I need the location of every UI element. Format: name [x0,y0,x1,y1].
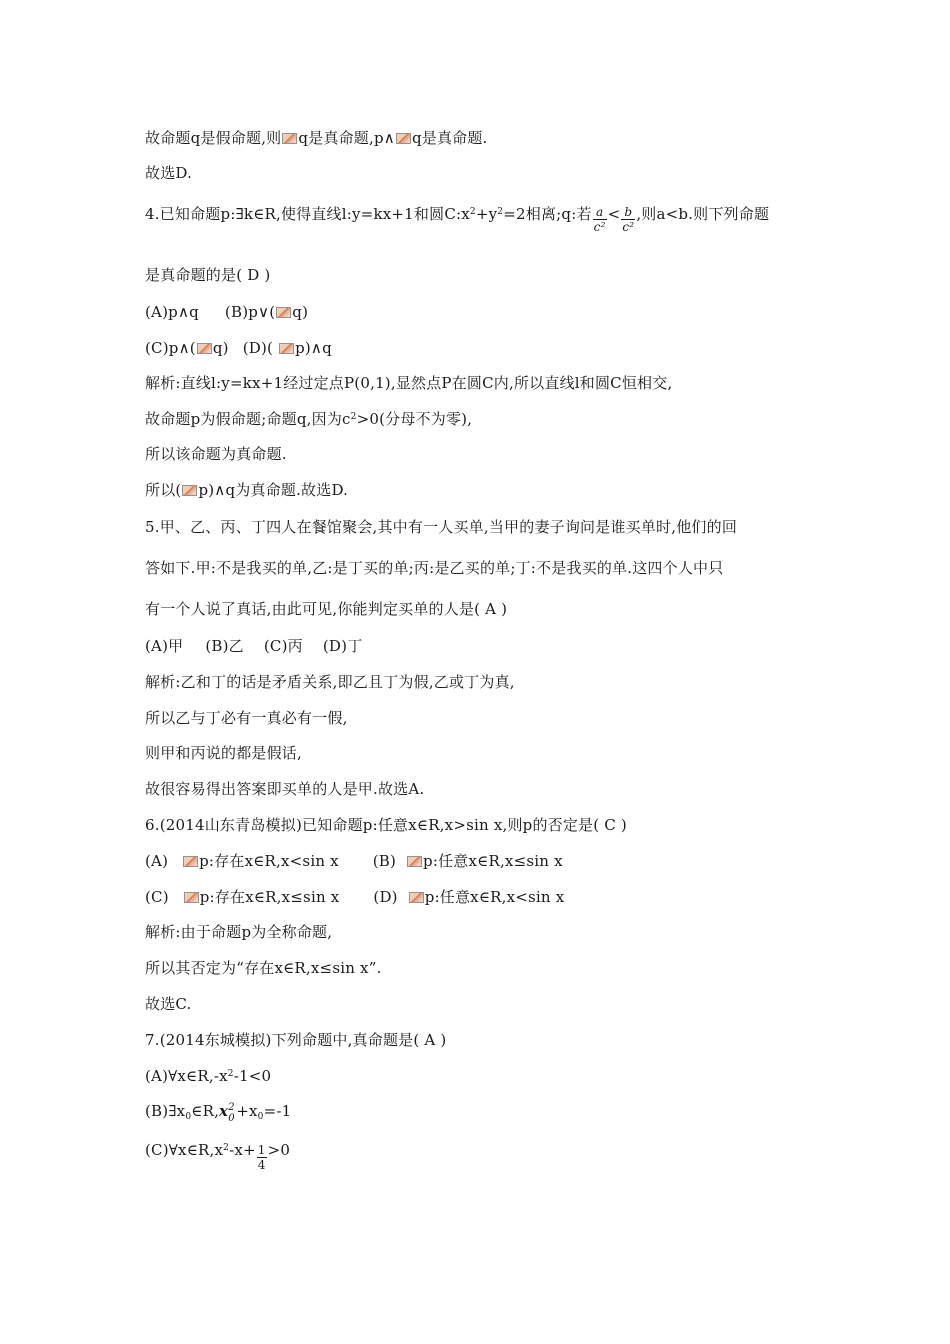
text: q是真命题,p∧ [298,129,395,147]
text: ∈R, [191,1102,220,1120]
text: p:任意x∈R,x<sin x [424,888,565,906]
numerator: 1 [257,1143,266,1157]
option-d: (D) [373,888,398,906]
broken-image-icon [407,856,422,867]
question-6-options-ab [145,851,563,871]
option-c: (C)p∧( [145,339,196,357]
text-line [145,409,472,429]
text: p)∧q [295,339,332,357]
text: q是真命题. [411,129,488,147]
denominator: 4 [257,1158,266,1172]
text: < [607,205,621,223]
text: -1<0 [233,1067,272,1085]
broken-image-icon [282,133,297,144]
option-a: (A)p∧q [145,303,199,321]
broken-image-icon [197,343,212,354]
fraction-a-over-c2 [593,205,607,234]
text-line [145,480,348,500]
text: q) [212,339,229,357]
option-a: (A) [145,852,169,870]
numerator: b [621,205,635,220]
sub-sup-pair [228,1102,236,1124]
fraction-one-quarter [257,1143,267,1172]
subscript: 0 [185,1112,192,1122]
superscript: 2 [350,412,357,422]
text-line: 5.甲、乙、丙、丁四人在餐馆聚会,其中有一人买单,当甲的妻子询问是谁买单时,他们的回 [145,518,738,536]
text-line: 是真命题的是( D ) [145,266,271,284]
option-a: (A)甲 [145,637,184,655]
text-line: 7.(2014东城模拟)下列命题中,真命题是( A ) [145,1031,447,1049]
text: p:任意x∈R,x≤sin x [423,852,563,870]
text: >0(分母不为零), [356,410,473,428]
subscript: 0 [228,1113,235,1124]
broken-image-icon [276,307,291,318]
text: ,则a<b.则下列命题 [636,205,770,223]
superscript: 2 [228,1102,235,1113]
text-line: 所以其否定为“存在x∈R,x≤sin x”. [145,959,382,977]
text: 4.已知命题p:∃k∈R,使得直线l:y=kx+1和圆C:x [145,205,470,223]
text: +x [236,1102,258,1120]
math-variable: x [219,1102,229,1120]
superscript: 2 [223,1143,230,1153]
option-b: (B)p∨( [224,303,276,321]
broken-image-icon [409,892,424,903]
text-line: 所以该命题为真命题. [145,445,287,463]
text-line: 解析:直线l:y=kx+1经过定点P(0,1),显然点P在圆C内,所以直线l和圆C恒相交, [145,374,673,392]
text-line: 解析:由于命题p为全称命题, [145,923,333,941]
text: +y [475,205,498,223]
text: (A)∀x∈R,-x [145,1067,228,1085]
text: (B)∃x [145,1102,186,1120]
text: p)∧q为真命题.故选D. [198,481,349,499]
option-d: (D)丁 [322,637,363,655]
text: (C)∀x∈R,x [145,1141,224,1159]
text-line [145,128,488,148]
denominator: c² [593,220,606,234]
text: 故命题p为假命题;命题q,因为c [145,410,351,428]
text: p:存在x∈R,x<sin x [199,852,339,870]
text: 故命题q是假命题,则 [145,129,282,147]
question-7-option-b [145,1101,292,1124]
question-6-options-cd [145,887,564,907]
numerator: a [593,205,607,220]
text-line: 答如下.甲:不是我买的单,乙:是丁买的单;丙:是乙买的单;丁:不是我买的单.这四个人中只 [145,559,724,577]
text-line: 故选C. [145,995,192,1013]
question-7-option-a [145,1066,271,1086]
option-c: (C)丙 [263,637,303,655]
text-line: 故很容易得出答案即买单的人是甲.故选A. [145,780,425,798]
broken-image-icon [184,892,199,903]
text-line: 所以乙与丁必有一真必有一假, [145,709,348,727]
text: q) [292,303,309,321]
text: -x+ [229,1141,256,1159]
text: =-1 [263,1102,292,1120]
superscript: 2 [497,207,504,217]
broken-image-icon [396,133,411,144]
text-line: 有一个人说了真话,由此可见,你能判定买单的人是( A ) [145,600,508,618]
question-7-option-c [145,1140,290,1172]
text-line: 解析:乙和丁的话是矛盾关系,即乙且丁为假,乙或丁为真, [145,673,515,691]
superscript: 2 [227,1069,234,1079]
option-d: (D)( [242,339,274,357]
question-4-options-cd [145,338,332,358]
text-line: 故选D. [145,164,193,182]
denominator: c² [622,220,635,234]
option-b: (B) [372,852,397,870]
broken-image-icon [182,485,197,496]
option-b: (B)乙 [205,637,244,655]
superscript: 2 [469,207,476,217]
broken-image-icon [279,343,294,354]
subscript: 0 [257,1112,264,1122]
broken-image-icon [183,856,198,867]
question-5-options [145,636,362,656]
text: =2相离;q:若 [503,205,592,223]
text-line: 6.(2014山东青岛模拟)已知命题p:任意x∈R,x>sin x,则p的否定是( C ) [145,816,627,834]
fraction-b-over-c2 [621,205,635,234]
question-4-stem [145,204,769,234]
text: 所以( [145,481,182,499]
option-c: (C) [145,888,169,906]
question-4-options-ab [145,302,308,322]
text-line: 则甲和丙说的都是假话, [145,744,302,762]
text: >0 [267,1141,291,1159]
text: p:存在x∈R,x≤sin x [199,888,340,906]
